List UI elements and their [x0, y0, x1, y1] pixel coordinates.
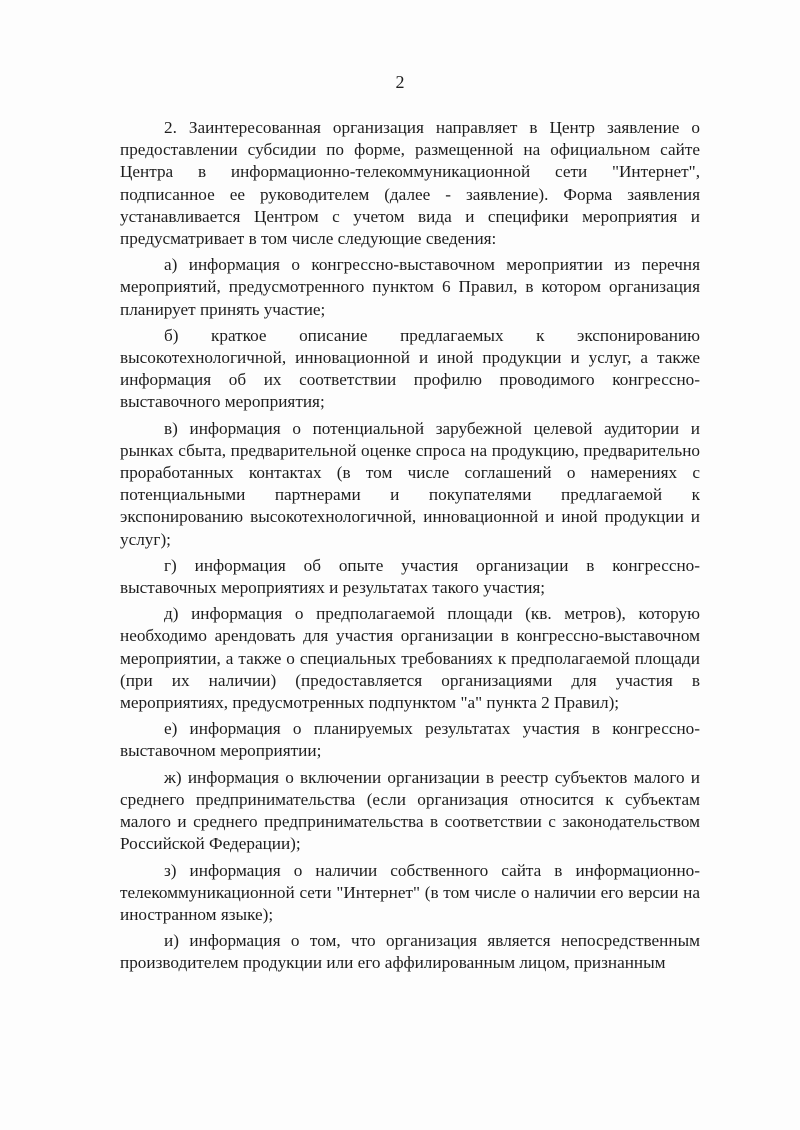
paragraph-item-z: з) информация о наличии собственного сайта в информационно-телекоммуникационной сети "Интернет" (в том числе о наличии его версии на иностранном языке); [120, 860, 700, 924]
paragraph-item-i: и) информация о том, что организация является непосредственным производителем продукции или его аффилированным лицом, признанным [120, 931, 700, 973]
paragraph-item-e: е) информация о планируемых результатах участия в конгрессно-выставочном мероприятии; [120, 719, 700, 761]
paragraph-item-b: б) краткое описание предлагаемых к экспонированию высокотехнологичной, инновационной и иной продукции и услуг, а также информация об их соответствии профилю проводимого конгрессно-выставочного мероприятия; [120, 325, 700, 412]
paragraph-item-g: г) информация об опыте участия организации в конгрессно-выставочных мероприятиях и результатах такого участия; [120, 555, 700, 598]
paragraph-item-v: в) информация о потенциальной зарубежной целевой аудитории и рынках сбыта, предварительной оценке спроса на продукцию, предварительно проработанных контактах (в том числе соглашений о намерениях с потенциальными партнерами и покупателями предлагаемой к экспонированию высокотехнологичной, инновационной и иной продукции и услуг); [120, 418, 700, 549]
page-number: 2 [395, 72, 405, 92]
paragraph-main: 2. Заинтересованная организация направляет в Центр заявление о предоставлении субсидии по форме, размещенной на официальном сайте Центра в информационно-телекоммуникационной сети "Интернет", подписанное ее руководителем (далее - заявление). Форма заявления устанавливается Центром с учетом вида и специфики мероприятия и предусматривает в том числе следующие сведения: [120, 118, 700, 249]
paragraph-item-a: а) информация о конгрессно-выставочном мероприятии из перечня мероприятий, предусмотренного пунктом 6 Правил, в котором организация планирует принять участие; [120, 255, 700, 319]
document-body [120, 117, 700, 979]
paragraph-item-d: д) информация о предполагаемой площади (кв. метров), которую необходимо арендовать для участия организации в конгрессно-выставочном мероприятии, а также о специальных требованиях к предполагаемой площади (при их наличии) (предоставляется организациями для участия в мероприятиях, предусмотренных подпунктом "а" пункта 2 Правил); [120, 604, 700, 713]
paragraph-item-zh: ж) информация о включении организации в реестр субъектов малого и среднего предпринимательства (если организация относится к субъектам малого и среднего предпринимательства в соответствии с законодательством Российской Федерации); [120, 767, 700, 854]
